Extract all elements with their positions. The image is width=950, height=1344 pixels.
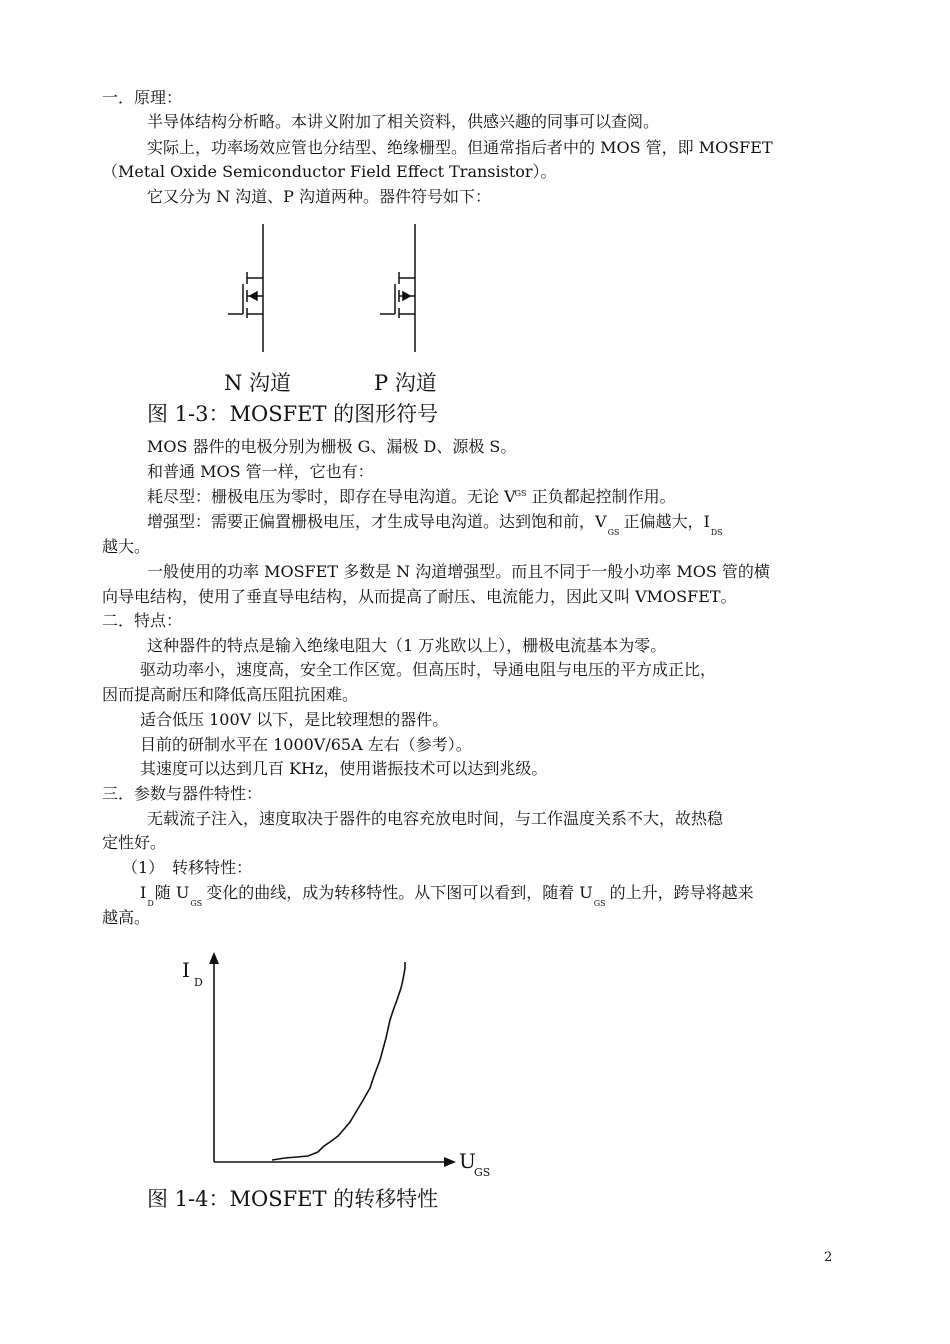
subscript-gs: GS xyxy=(607,528,620,537)
transfer-characteristic-figure xyxy=(200,948,470,1176)
x-axis-arrow xyxy=(444,1157,456,1167)
x-axis-label: U xyxy=(459,1149,476,1173)
paragraph: 适合低压 100V 以下，是比较理想的器件。 xyxy=(140,710,449,729)
paragraph: 定性好。 xyxy=(102,833,167,852)
paragraph: 无载流子注入，速度取决于器件的电容充放电时间，与工作温度关系不大，故热稳 xyxy=(147,809,724,828)
subscript-ds: DS xyxy=(710,528,723,537)
transfer-curve xyxy=(272,962,405,1160)
paragraph: 其速度可以达到几百 KHz，使用谐振技术可以达到兆级。 xyxy=(140,759,548,778)
paragraph-depletion: 耗尽型：栅极电压为零时，即存在导电沟道。无论 $V^{GS}$ 正负都起控制作用。 xyxy=(147,487,676,506)
figure-caption-1-4: 图 1-4：MOSFET 的转移特性 xyxy=(147,1187,439,1211)
paragraph: 实际上，功率场效应管也分结型、绝缘栅型。但通常指后者中的 MOS 管，即 MOSFET xyxy=(147,138,773,157)
subsection-heading-transfer: （1） 转移特性： xyxy=(122,858,253,877)
x-axis-label-subscript: GS xyxy=(474,1166,491,1179)
paragraph-transfer: $I_D$随 $U_{GS}$变化的曲线，成为转移特性。从下图可以看到，随着 $U_{GS}$的上升，跨导将越来 xyxy=(140,883,754,908)
page-number: 2 xyxy=(824,1250,833,1265)
subscript-gs: GS xyxy=(514,489,527,498)
y-axis-arrow xyxy=(209,952,219,964)
n-channel-mosfet-symbol xyxy=(228,224,263,352)
paragraph: 它又分为 N 沟道、P 沟道两种。器件符号如下： xyxy=(147,187,492,206)
paragraph: 越大。 xyxy=(102,537,151,556)
subscript-d: D xyxy=(147,899,154,908)
n-channel-label: N 沟道 xyxy=(224,371,292,395)
paragraph: 和普通 MOS 管一样，它也有： xyxy=(147,462,374,481)
paragraph: 半导体结构分析略。本讲义附加了相关资料，供感兴趣的同事可以查阅。 xyxy=(147,112,660,131)
paragraph: 越高。 xyxy=(102,908,151,927)
p-channel-label: P 沟道 xyxy=(374,371,437,395)
paragraph: 目前的研制水平在 1000V/65A 左右（参考）。 xyxy=(140,735,472,754)
p-channel-mosfet-symbol xyxy=(380,224,415,352)
figure-caption-1-3: 图 1-3：MOSFET 的图形符号 xyxy=(147,402,439,426)
paragraph: MOS 器件的电极分别为栅极 G、漏极 D、源极 S。 xyxy=(147,437,517,456)
y-axis-label-subscript: D xyxy=(194,976,203,989)
paragraph: 因而提高耐压和降低高压阻抗困难。 xyxy=(102,685,359,704)
paragraph: 向导电结构，使用了垂直导电结构，从而提高了耐压、电流能力，因此又叫 VMOSFET。 xyxy=(102,587,737,606)
mosfet-symbols-figure xyxy=(210,218,450,358)
paragraph: 这种器件的特点是输入绝缘电阻大（1 万兆欧以上），栅极电流基本为零。 xyxy=(147,636,667,655)
subscript-gs: GS xyxy=(190,899,203,908)
paragraph: 驱动功率小，速度高，安全工作区宽。但高压时，导通电阻与电压的平方成正比， xyxy=(140,660,717,679)
paragraph: 一般使用的功率 MOSFET 多数是 N 沟道增强型。而且不同于一般小功率 MOS 管的横 xyxy=(147,562,770,581)
section-heading-features: 二．特点： xyxy=(102,611,183,630)
paragraph-enhancement: 增强型：需要正偏置栅极电压，才生成导电沟道。达到饱和前，$V_{GS}$正偏越大，$I_{DS}$ xyxy=(147,512,723,537)
y-axis-label: I xyxy=(182,958,190,982)
subscript-gs: GS xyxy=(593,899,606,908)
section-heading-parameters: 三．参数与器件特性： xyxy=(102,784,263,803)
paragraph: （Metal Oxide Semiconductor Field Effect Transistor）。 xyxy=(102,162,557,181)
section-heading-principle: 一．原理： xyxy=(102,88,183,107)
